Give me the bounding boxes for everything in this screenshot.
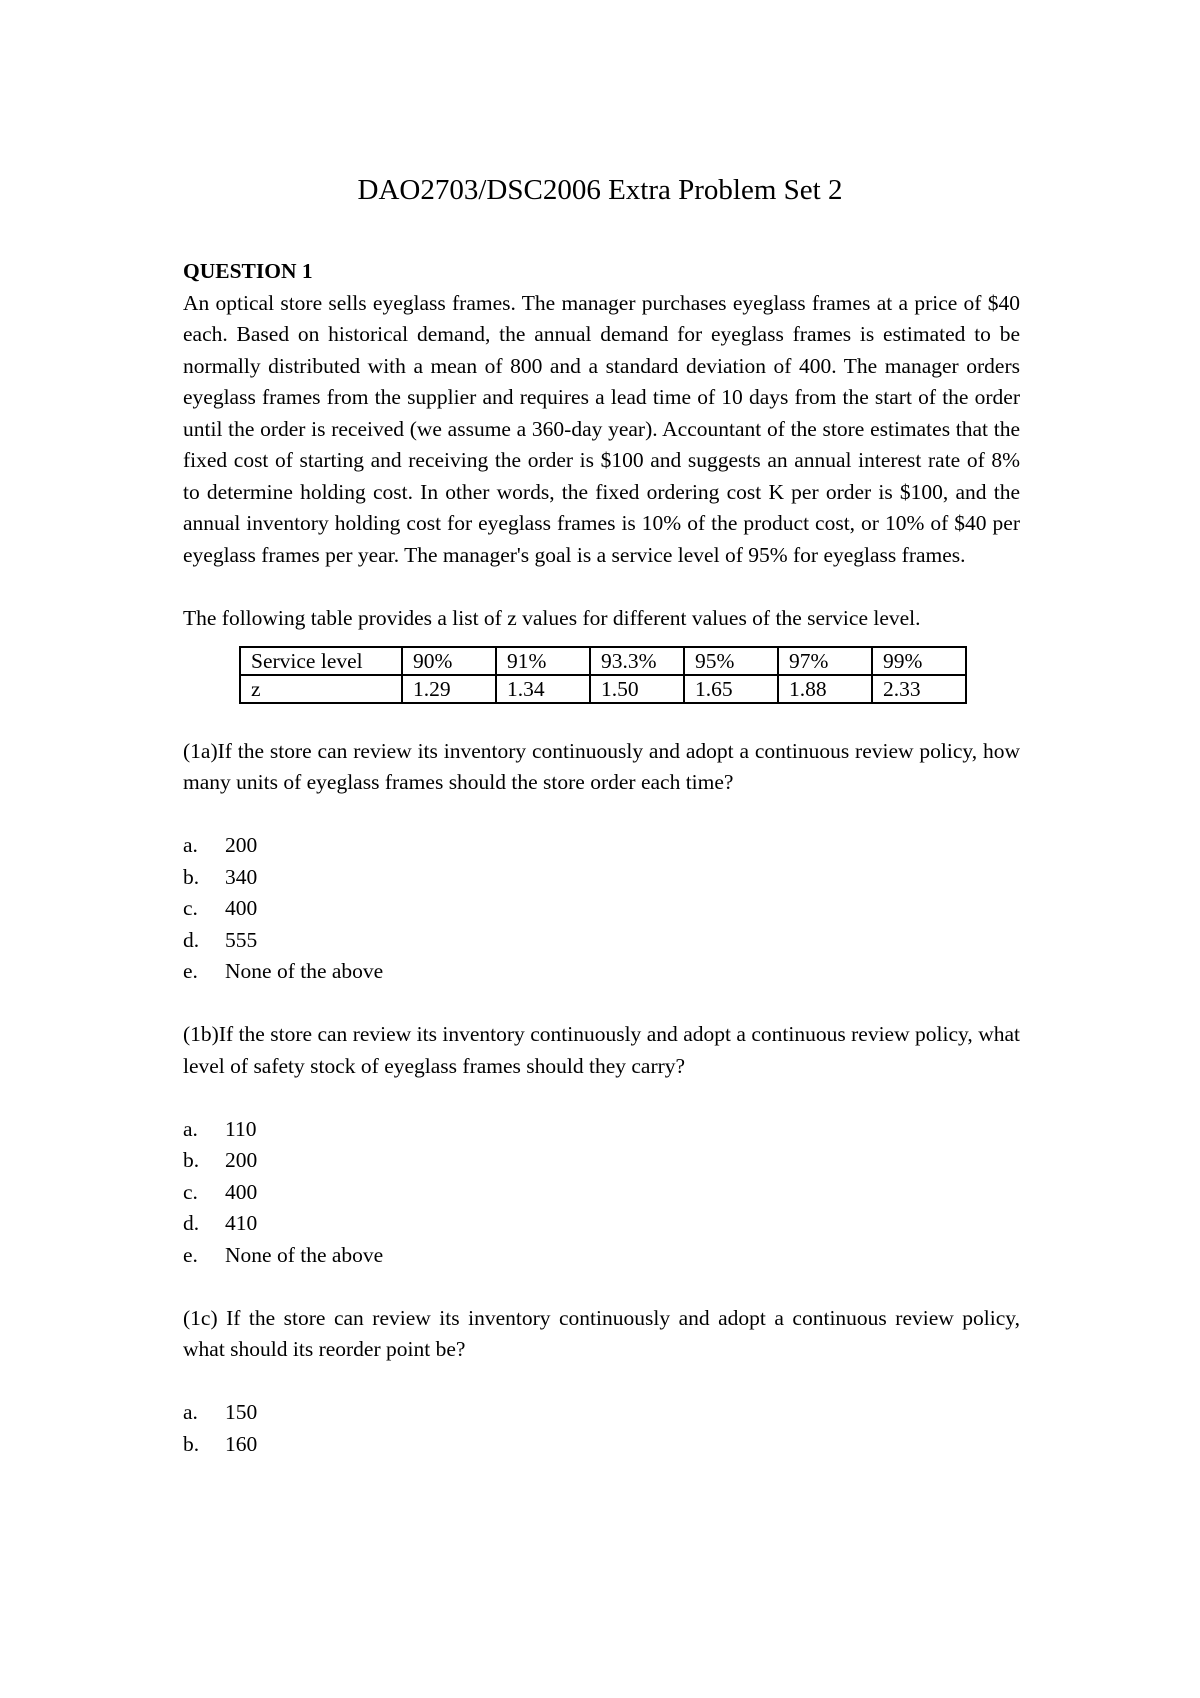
spacer: [183, 1082, 1020, 1114]
option-text: 400: [225, 1179, 258, 1204]
option-letter: e.: [183, 1242, 198, 1267]
document-body: [183, 256, 1020, 1460]
table-cell: 97%: [778, 647, 872, 675]
table-cell: 99%: [872, 647, 966, 675]
option-letter: c.: [183, 1179, 198, 1204]
options-1a: [183, 830, 1020, 988]
option-text: 160: [225, 1431, 258, 1456]
list-item: [183, 830, 1020, 862]
table-cell: 1.50: [590, 675, 684, 703]
table-cell: 2.33: [872, 675, 966, 703]
list-item: [183, 862, 1020, 894]
spacer: [183, 1366, 1020, 1398]
list-item: [183, 1145, 1020, 1177]
table-intro: The following table provides a list of z values for different values of the service level.: [183, 605, 921, 630]
table-cell: 90%: [402, 647, 496, 675]
z-value-table: [239, 646, 967, 704]
table-cell: 1.88: [778, 675, 872, 703]
list-item: [183, 1177, 1020, 1209]
option-text: 555: [225, 927, 258, 952]
list-item: [183, 1208, 1020, 1240]
option-letter: b.: [183, 1431, 200, 1456]
spacer: [183, 1271, 1020, 1303]
option-letter: b.: [183, 1148, 200, 1172]
list-item: [183, 1429, 1020, 1461]
question-1c: (1c) If the store can review its inventory continuously and adopt a continuous review policy, what should its reorder point be?: [183, 1305, 1020, 1361]
option-text: 200: [225, 833, 258, 857]
document-title: DAO2703/DSC2006 Extra Problem Set 2: [357, 174, 843, 206]
spacer: [183, 571, 1020, 603]
table-row-z: [240, 675, 966, 703]
option-text: 150: [225, 1400, 258, 1424]
options-1c: [183, 1397, 1020, 1460]
option-text: 400: [225, 896, 258, 920]
option-letter: a.: [183, 1116, 198, 1141]
list-item: [183, 925, 1020, 957]
option-text: 340: [225, 864, 258, 889]
question-1a: (1a)If the store can review its inventory continuously and adopt a continuous review policy, how many units of eyeglass frames should the store order each time?: [183, 738, 1020, 794]
option-text: None of the above: [225, 1242, 384, 1267]
spacer: [183, 704, 1020, 736]
list-item: [183, 1114, 1020, 1146]
table-cell: 91%: [496, 647, 590, 675]
table-cell: 95%: [684, 647, 778, 675]
options-1b: [183, 1114, 1020, 1272]
option-text: 110: [225, 1116, 257, 1141]
option-text: None of the above: [225, 959, 384, 983]
list-item: [183, 1397, 1020, 1429]
table-cell: 1.34: [496, 675, 590, 703]
spacer: [183, 988, 1020, 1020]
option-letter: a.: [183, 833, 198, 857]
table-cell: 1.65: [684, 675, 778, 703]
table-header-service-level: Service level: [240, 647, 402, 675]
option-letter: c.: [183, 896, 198, 920]
option-text: 200: [225, 1148, 258, 1172]
option-letter: d.: [183, 927, 200, 952]
list-item: [183, 956, 1020, 988]
option-letter: e.: [183, 959, 198, 983]
option-letter: a.: [183, 1400, 198, 1424]
question-heading: QUESTION 1: [183, 259, 313, 283]
question-intro: An optical store sells eyeglass frames. The manager purchases eyeglass frames at a price of $40 each. Based on historical demand, the annual demand for eyeglass frames is estimated to be normally distributed with a mean of 800 and a standard deviation of 400. The manager orders eyeglass frames from the supplier and requires a lead time of 10 days from the start of the order until the order is received (we assume a 360-day year). Accountant of the store estimates that the fixed cost of starting and receiving the order is $100 and suggests an annual interest rate of 8% to determine holding cost. In other words, the fixed ordering cost K per order is $100, and the annual inventory holding cost for eyeglass frames is 10% of the product cost, or 10% of $40 per eyeglass frames per year. The manager's goal is a service level of 95% for eyeglass frames.: [183, 290, 1020, 567]
table-cell: 93.3%: [590, 647, 684, 675]
table-row-service-level: [240, 647, 966, 675]
list-item: [183, 893, 1020, 925]
option-letter: d.: [183, 1211, 200, 1235]
spacer: [183, 799, 1020, 831]
option-letter: b.: [183, 864, 200, 889]
option-text: 410: [225, 1211, 258, 1235]
table-header-z: z: [240, 675, 402, 703]
question-1b: (1b)If the store can review its inventory continuously and adopt a continuous review policy, what level of safety stock of eyeglass frames should they carry?: [183, 1022, 1020, 1078]
table-cell: 1.29: [402, 675, 496, 703]
list-item: [183, 1240, 1020, 1272]
